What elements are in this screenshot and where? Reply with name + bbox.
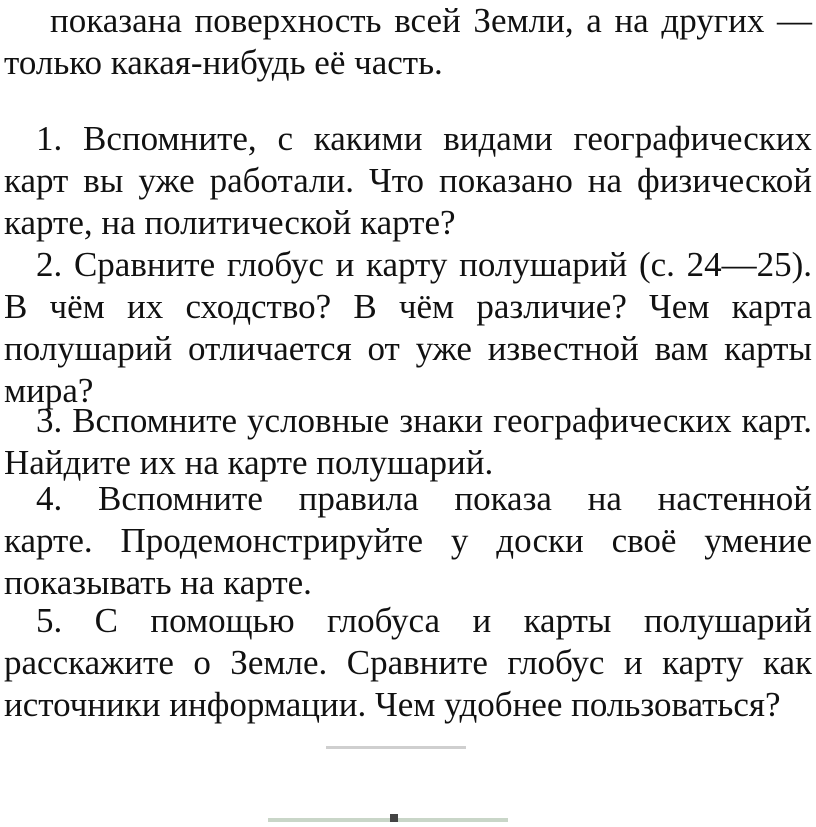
decorative-divider	[326, 746, 466, 749]
question-1-line-1: 1. Вспомните, с какими видами географических	[36, 119, 812, 158]
question-4-line-1: 4. Вспомните правила показа на настенной	[36, 479, 812, 518]
question-5-line-3: источники информации. Чем удобнее пользоваться?	[4, 685, 781, 724]
question-4-line-2: карте. Продемонстрируйте у доски своё умение	[4, 521, 812, 560]
question-1-line-2: карт вы уже работали. Что показано на физической	[4, 161, 812, 200]
question-1-line-3: карте, на политической карте?	[4, 203, 456, 242]
question-2-line-2: В чём их сходство? В чём различие? Чем карта	[4, 287, 812, 326]
intro-line-1: показана поверхность всей Земли, а на других —	[50, 1, 812, 40]
question-3-line-1: 3. Вспомните условные знаки географических карт.	[36, 401, 812, 440]
question-2-line-4: мира?	[4, 371, 94, 410]
intro-line-2: только какая-нибудь её часть.	[4, 43, 443, 82]
question-5-line-2: расскажите о Земле. Сравните глобус и карту как	[4, 643, 812, 682]
question-2-line-3: полушарий отличается от уже известной вам карты	[4, 329, 812, 368]
question-3-line-2: Найдите их на карте полушарий.	[4, 443, 494, 482]
question-2-line-1: 2. Сравните глобус и карту полушарий (с. 24—25).	[36, 245, 812, 284]
bottom-image-edge	[268, 818, 508, 822]
question-5-line-1: 5. С помощью глобуса и карты полушарий	[36, 601, 812, 640]
bottom-image-mark	[390, 814, 398, 822]
question-4-line-3: показывать на карте.	[4, 563, 312, 602]
